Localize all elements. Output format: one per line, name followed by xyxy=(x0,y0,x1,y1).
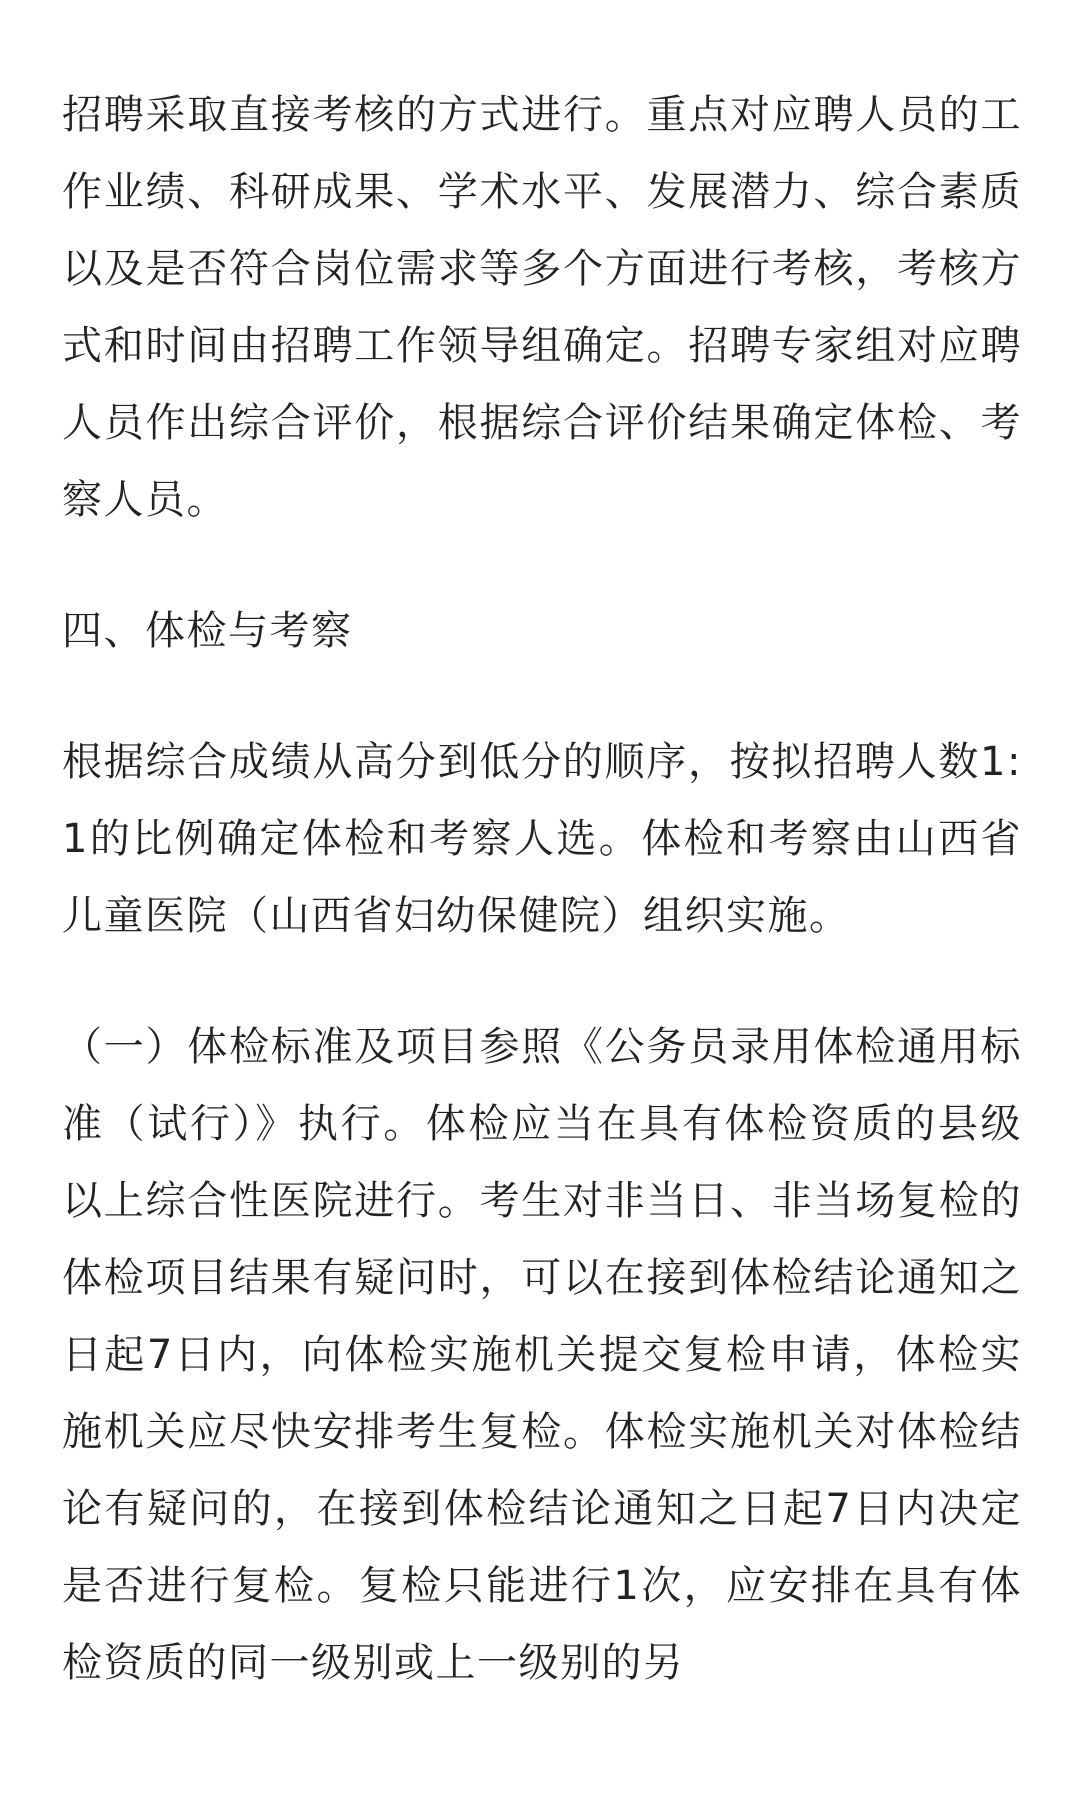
paragraph-gap xyxy=(62,670,1022,724)
paragraph-gap xyxy=(62,955,1022,1009)
paragraph-medical-exam-standards: （一）体检标准及项目参照《公务员录用体检通用标准（试行）》执行。体检应当在具有体检资质的县级以上综合性医院进行。考生对非当日、非当场复检的体检项目结果有疑问时，可以在接到体检结论通知之日起7日内，向体检实施机关提交复检申请，体检实施机关应尽快安排考生复检。体检实施机关对体检结论有疑问的，在接到体检结论通知之日起7日内决定是否进行复检。复检只能进行1次，应安排在具有体检资质的同一级别或上一级别的另 xyxy=(62,1024,1022,1686)
paragraph-assessment-method: 招聘采取直接考核的方式进行。重点对应聘人员的工作业绩、科研成果、学术水平、发展潜力、综合素质以及是否符合岗位需求等多个方面进行考核，考核方式和时间由招聘工作领导组确定。招聘专家组对应聘人员作出综合评价，根据综合评价结果确定体检、考察人员。 xyxy=(62,92,1022,523)
paragraph-candidate-selection: 根据综合成绩从高分到低分的顺序，按拟招聘人数1:1的比例确定体检和考察人选。体检和考察由山西省儿童医院（山西省妇幼保健院）组织实施。 xyxy=(62,739,1022,939)
paragraph-gap xyxy=(62,539,1022,593)
section-heading-medical-exam: 四、体检与考察 xyxy=(62,608,353,654)
